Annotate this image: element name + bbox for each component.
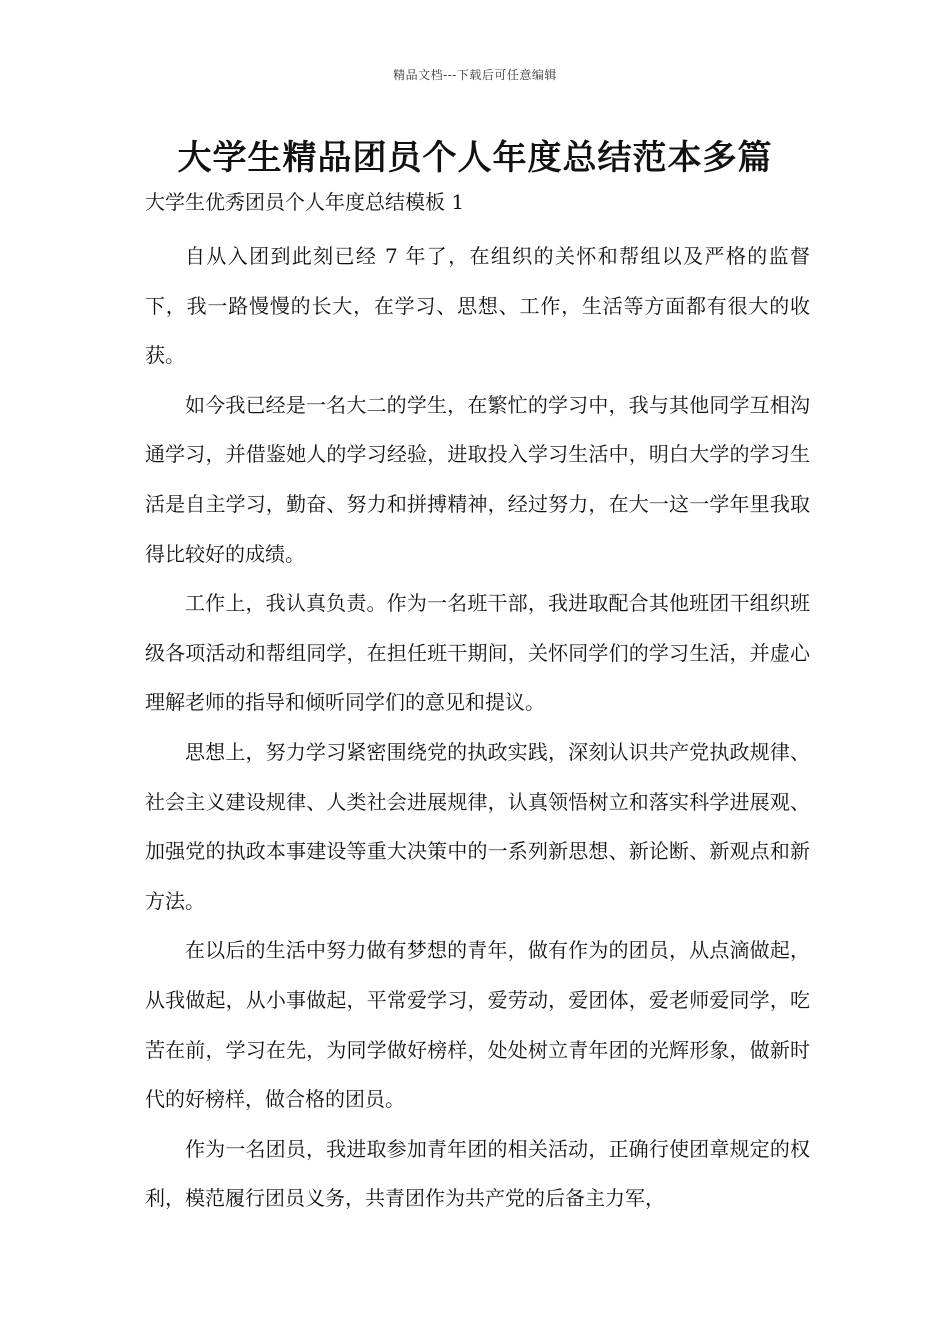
document-body [145, 232, 810, 1224]
header-note: 精品文档---下载后可任意编辑 [393, 68, 557, 82]
paragraph: 如今我已经是一名大二的学生，在繁忙的学习中，我与其他同学互相沟通学习，并借鉴她人的学习经验，进取投入学习生活中，明白大学的学习生活是自主学习，勤奋、努力和拼搏精神，经过努力，在大一这一学年里我取得比较好的成绩。 [145, 392, 810, 566]
paragraph: 作为一名团员，我进取参加青年团的相关活动，正确行使团章规定的权利，模范履行团员义务，共青团作为共产党的后备主力军， [145, 1136, 810, 1211]
document-subtitle: 大学生优秀团员个人年度总结模板 1 [145, 190, 465, 214]
paragraph: 思想上，努力学习紧密围绕党的执政实践，深刻认识共产党执政规律、社会主义建设规律、人类社会进展规律，认真领悟树立和落实科学进展观、加强党的执政本事建设等重大决策中的一系列新思想、新论断、新观点和新方法。 [145, 739, 810, 913]
paragraph: 工作上，我认真负责。作为一名班干部，我进取配合其他班团干组织班级各项活动和帮组同学，在担任班干期间，关怀同学们的学习生活，并虚心理解老师的指导和倾听同学们的意见和提议。 [145, 591, 810, 715]
paragraph: 在以后的生活中努力做有梦想的青年，做有作为的团员，从点滴做起，从我做起，从小事做起，平常爱学习，爱劳动，爱团体，爱老师爱同学，吃苦在前，学习在先，为同学做好榜样，处处树立青年团的光辉形象，做新时代的好榜样，做合格的团员。 [145, 938, 810, 1112]
paragraph: 自从入团到此刻已经 7 年了，在组织的关怀和帮组以及严格的监督下，我一路慢慢的长大，在学习、思想、工作，生活等方面都有很大的收获。 [145, 244, 810, 368]
document-title: 大学生精品团员个人年度总结范本多篇 [177, 138, 773, 178]
